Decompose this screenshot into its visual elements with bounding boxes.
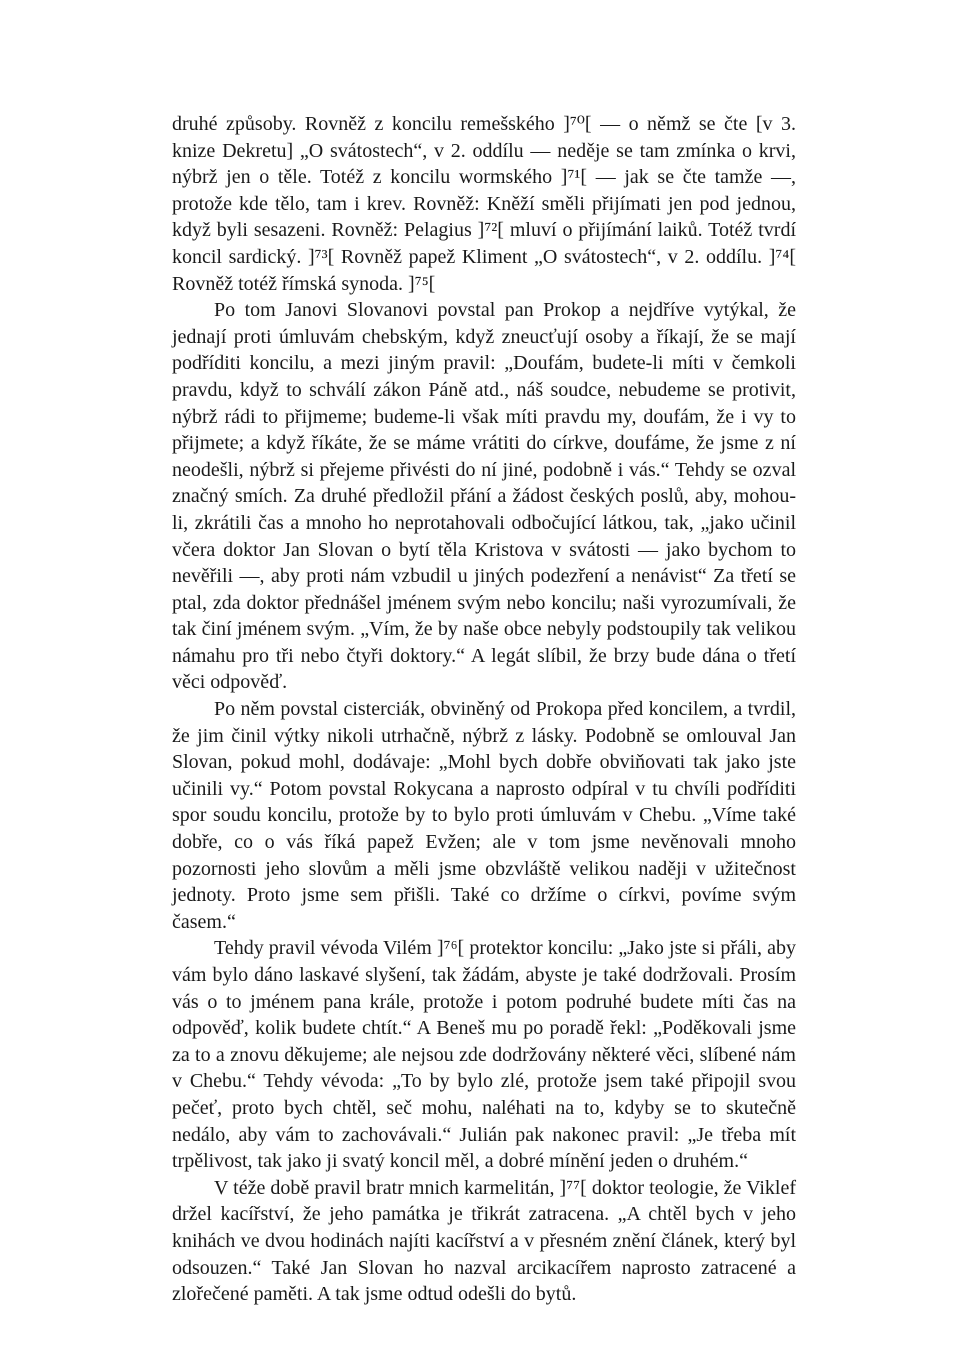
paragraph: V téže době pravil bratr mnich karmelitán, ]⁷⁷[ doktor teologie, že Viklef držel kacířství, že jeho památka je třikrát zatracena. „A chtěl bych v jeho knihách ve dvou hodinách najíti kacířství a v přesném znění článek, který byl odsouzen.“ Také Jan Slovan ho nazval arcikacířem naprosto zatracené a zlořečené paměti. A tak jsme odtud odešli do bytů.	[172, 1176, 796, 1306]
paragraph: druhé způsoby. Rovněž z koncilu remešského ]⁷⁰[ — o němž se čte [v 3. knize Dekretu] „O svátostech“, v 2. oddílu — neděje se tam zmínka o krvi, nýbrž jen o těle. Totéž z koncilu wormského ]⁷¹[ — jak se čte tamže —, protože kde tělo, tam i krev. Rovněž: Kněží směli přijímati jen pod jednou, když byli sesazeni. Rovněž: Pelagius ]⁷²[ mluví o přijímání laiků. Totéž tvrdí koncil sardický. ]⁷³[ Rovněž papež Kliment „O svátostech“, v 2. oddílu. ]⁷⁴[ Rovněž totéž římská synoda. ]⁷⁵[	[172, 113, 796, 295]
paragraph: Po tom Janovi Slovanovi povstal pan Prokop a nejdříve vytýkal, že jednají proti úmluvám chebským, když zneucťují osoby a říkají, že se mají podříditi koncilu, a mezi jiným pravil: „Doufám, budete-li míti v čemkoli pravdu, když to schválí zákon Páně atd., náš soudce, nebudeme se protivit, nýbrž rádi to přijmeme; budeme-li však míti pravdu my, doufám, že i vy to přijmete; a když říkáte, že se máme vrátiti do církve, doufáme, že jsme z ní neodešli, nýbrž si přejeme přivésti do ní jiné, podobně i vás.“ Tehdy se ozval značný smích. Za druhé předložil přání a žádost českých poslů, aby, mohou-li, zkrátili čas a mnoho ho neprotahovali odbočující látkou, tak, „jako učinil včera doktor Jan Slovan o bytí těla Kristova v svátosti — jako bychom to nevěřili —, aby proti nám vzbudil u jiných podezření a nenávist“ Za třetí se ptal, zda doktor přednášel jménem svým nebo koncilu; naši vyrozumívali, že tak činí jménem svým. „Vím, že by naše obce nebyly podstoupily tak velikou námahu pro tři nebo čtyři doktory.“ A legát slíbil, že brzy bude dána o třetí věci odpověď.	[172, 299, 796, 694]
page-text-block	[172, 111, 796, 1308]
paragraph: Tehdy pravil vévoda Vilém ]⁷⁶[ protektor koncilu: „Jako jste si přáli, aby vám bylo dáno laskavé slyšení, tak žádám, abyste je také dodržovali. Prosím vás o to jménem pana krále, protože i potom podruhé budete míti čas na odpověď, kolik budete chtít.“ A Beneš mu po poradě řekl: „Poděkovali jsme za to a znovu děkujeme; ale nejsou zde dodržovány některé věci, slíbené nám v Chebu.“ Tehdy vévoda: „To by bylo zlé, protože jsem také připojil svou pečeť, proto bych chtěl, seč mohu, naléhati na to, kdyby se to skutečně nedálo, aby vám to zachovávali.“ Julián pak nakonec pravil: „Je třeba mít trpělivost, tak jako ji svatý koncil měl, a dobré mínění jeden o druhém.“	[172, 937, 796, 1173]
paragraph: Po něm povstal cisterciák, obviněný od Prokopa před koncilem, a tvrdil, že jim činil výtky nikoli utrhačně, nýbrž z lásky. Podobně se omlouval Jan Slovan, pokud mohl, dodávaje: „Mohl bych dobře obviňovati tak jako jste učinili vy.“ Potom povstal Rokycana a naprosto odpíral v tu chvíli podříditi spor soudu koncilu, protože by to bylo proti úmluvám v Chebu. „Víme také dobře, co o vás říká papež Evžen; ale v tom jsme nevěnovali mnoho pozornosti jeho slovům a měli jsme obzvláště velikou naději v užitečnost jednoty. Proto jsme sem přišli. Také co držíme o církvi, povíme svým časem.“	[172, 698, 796, 933]
